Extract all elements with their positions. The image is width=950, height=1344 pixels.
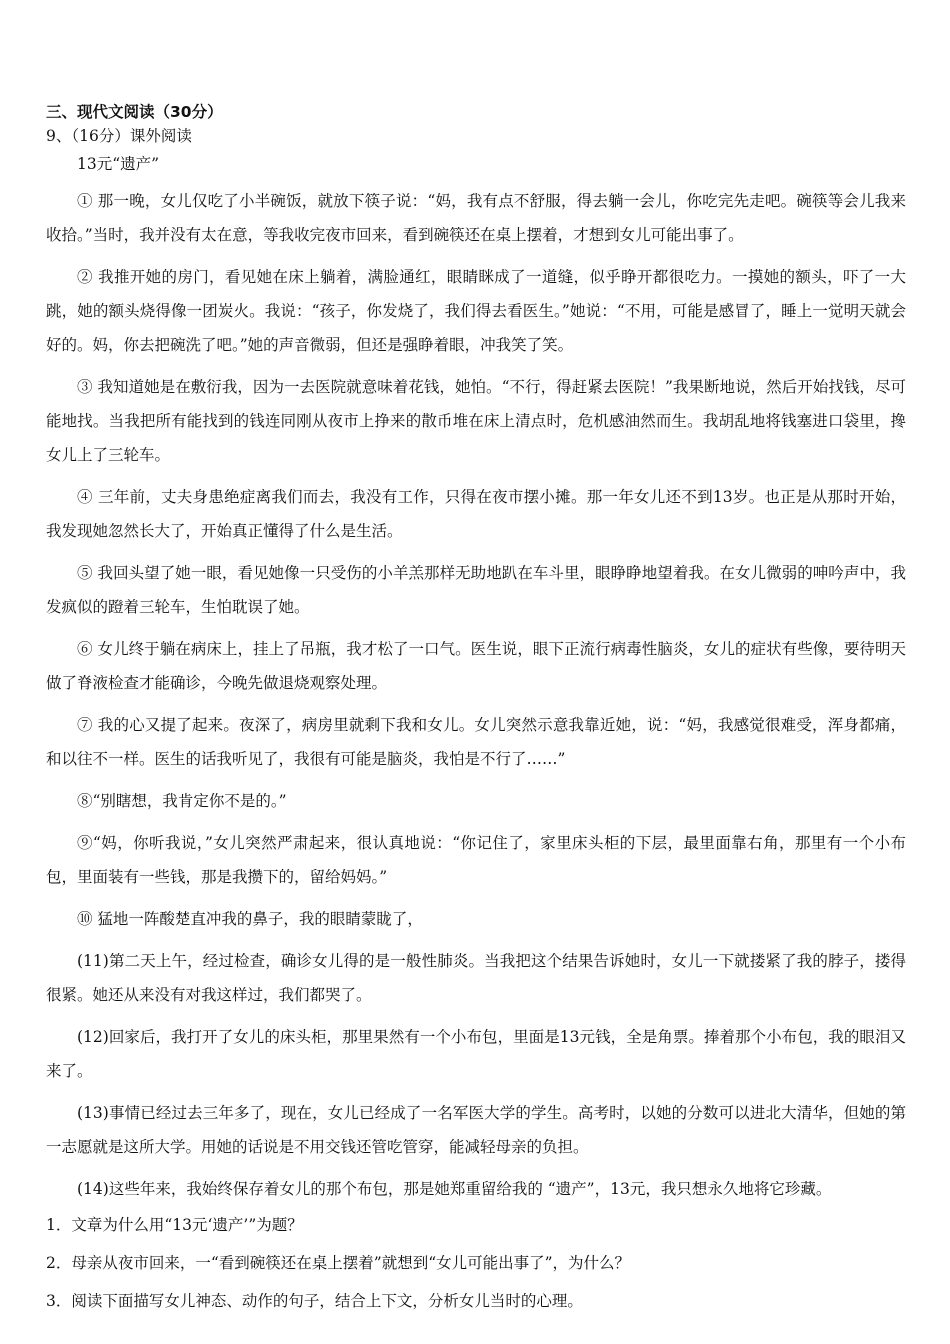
article-title: 13元“遗产”: [77, 155, 160, 173]
question-item-3: 3．阅读下面描写女儿神态、动作的句子，结合上下文，分析女儿当时的心理。: [46, 1292, 583, 1310]
question-item-2: 2．母亲从夜市回来，一“看到碗筷还在桌上摆着”就想到“女儿可能出事了”，为什么？: [46, 1254, 631, 1272]
paragraph-3: ③ 我知道她是在敷衍我，因为一去医院就意味着花钱，她怕。“不行，得赶紧去医院！”我果断地说，然后开始找钱，尽可能地找。当我把所有能找到的钱连同刚从夜市上挣来的散币堆在床上清点时，危机感油然而生。我胡乱地将钱塞进口袋里，搀女儿上了三轮车。: [46, 378, 906, 464]
paragraph-13: (13)事情已经过去三年多了，现在，女儿已经成了一名军医大学的学生。高考时，以她的分数可以进北大清华，但她的第一志愿就是这所大学。用她的话说是不用交钱还管吃管穿，能减轻母亲的负担。: [46, 1104, 906, 1156]
paragraph-6: ⑥ 女儿终于躺在病床上，挂上了吊瓶，我才松了一口气。医生说，眼下正流行病毒性脑炎，女儿的症状有些像，要待明天做了脊液检查才能确诊，今晚先做退烧观察处理。: [46, 640, 906, 692]
section-title: 三、现代文阅读（30分）: [46, 103, 223, 121]
paragraph-5: ⑤ 我回头望了她一眼，看见她像一只受伤的小羊羔那样无助地趴在车斗里，眼睁睁地望着我。在女儿微弱的呻吟声中，我发疯似的蹬着三轮车，生怕耽误了她。: [46, 564, 906, 616]
question-heading: 9、（16分）课外阅读: [46, 127, 192, 145]
paragraph-4: ④ 三年前，丈夫身患绝症离我们而去，我没有工作，只得在夜市摆小摊。那一年女儿还不到13岁。也正是从那时开始，我发现她忽然长大了，开始真正懂得了什么是生活。: [46, 488, 906, 540]
paragraph-7: ⑦ 我的心又提了起来。夜深了，病房里就剩下我和女儿。女儿突然示意我靠近她，说：“妈，我感觉很难受，浑身都痛，和以往不一样。医生的话我听见了，我很有可能是脑炎，我怕是不行了……”: [46, 716, 906, 768]
document-page: [46, 100, 906, 1324]
paragraph-10: ⑩ 猛地一阵酸楚直冲我的鼻子，我的眼睛蒙眬了，: [77, 910, 423, 928]
paragraph-9: ⑨“妈，你听我说，”女儿突然严肃起来，很认真地说：“你记住了，家里床头柜的下层，最里面靠右角，那里有一个小布包，里面装有一些钱，那是我攒下的，留给妈妈。”: [46, 834, 906, 886]
paragraph-12: (12)回家后，我打开了女儿的床头柜，那里果然有一个小布包，里面是13元钱，全是角票。捧着那个小布包，我的眼泪又来了。: [46, 1028, 906, 1080]
question-list: [46, 1210, 906, 1316]
paragraph-8: ⑧“别瞎想，我肯定你不是的。”: [77, 792, 287, 810]
paragraph-11: (11)第二天上午，经过检查，确诊女儿得的是一般性肺炎。当我把这个结果告诉她时，女儿一下就搂紧了我的脖子，搂得很紧。她还从来没有对我这样过，我们都哭了。: [46, 952, 906, 1004]
paragraph-14: (14)这些年来，我始终保存着女儿的那个布包，那是她郑重留给我的 “遗产”，13元，我只想永久地将它珍藏。: [77, 1180, 832, 1198]
paragraph-2: ② 我推开她的房门，看见她在床上躺着，满脸通红，眼睛眯成了一道缝，似乎睁开都很吃力。一摸她的额头，吓了一大跳，她的额头烧得像一团炭火。我说：“孩子，你发烧了，我们得去看医生。”她说：“不用，可能是感冒了，睡上一觉明天就会好的。妈，你去把碗洗了吧。”她的声音微弱，但还是强睁着眼，冲我笑了笑。: [46, 268, 906, 354]
paragraph-1: ① 那一晚，女儿仅吃了小半碗饭，就放下筷子说：“妈，我有点不舒服，得去躺一会儿，你吃完先走吧。碗筷等会儿我来收拾。”当时，我并没有太在意，等我收完夜市回来，看到碗筷还在桌上摆着，才想到女儿可能出事了。: [46, 192, 906, 244]
article-body: [46, 184, 906, 1206]
question-item-1: 1．文章为什么用“13元‘遗产’”为题？: [46, 1216, 303, 1234]
